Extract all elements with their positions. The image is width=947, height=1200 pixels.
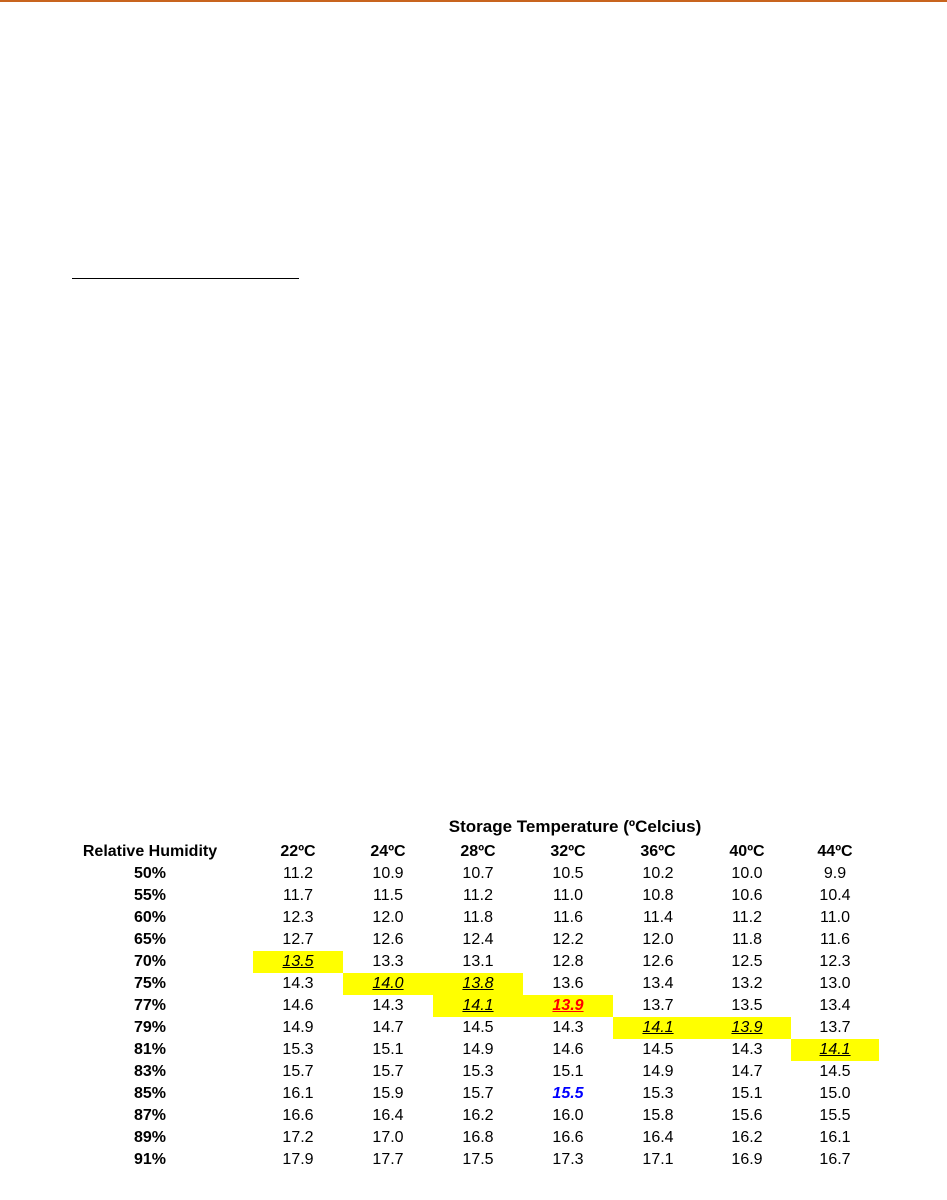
short-rule bbox=[72, 278, 299, 279]
table-cell: 14.9 bbox=[282, 1019, 314, 1036]
table-cell: 10.9 bbox=[372, 865, 404, 882]
table-cell: 14.9 bbox=[462, 1041, 494, 1058]
table-cell: 17.3 bbox=[552, 1151, 584, 1168]
table-cell: 16.1 bbox=[819, 1129, 851, 1146]
rh-label: 81% bbox=[133, 1041, 167, 1058]
rh-label: 77% bbox=[133, 997, 167, 1014]
table-cell: 16.0 bbox=[552, 1107, 584, 1124]
table-cell: 16.6 bbox=[552, 1129, 584, 1146]
highlighted-cell: 13.5 bbox=[253, 951, 343, 973]
table-cell: 14.5 bbox=[819, 1063, 851, 1080]
table-cell: 11.7 bbox=[283, 887, 313, 904]
table-caption: Storage Temperature (ºCelcius) bbox=[448, 817, 702, 836]
table-cell: 14.7 bbox=[372, 1019, 404, 1036]
table-row bbox=[0, 1039, 947, 1061]
rh-label: 55% bbox=[133, 887, 167, 904]
column-header: 40ºC bbox=[729, 843, 765, 860]
table-cell: 13.1 bbox=[462, 953, 494, 970]
table-cell: 14.5 bbox=[462, 1019, 494, 1036]
rh-label: 83% bbox=[133, 1063, 167, 1080]
table-row bbox=[0, 863, 947, 885]
table-cell: 14.3 bbox=[372, 997, 404, 1014]
table-cell: 15.1 bbox=[552, 1063, 584, 1080]
table-cell: 16.2 bbox=[731, 1129, 763, 1146]
table-cell: 10.4 bbox=[819, 887, 851, 904]
table-cell: 11.0 bbox=[820, 909, 850, 926]
table-row bbox=[0, 1105, 947, 1127]
table-row bbox=[0, 929, 947, 951]
table-cell: 17.5 bbox=[462, 1151, 494, 1168]
rh-label: 50% bbox=[133, 865, 167, 882]
highlighted-cell: 14.0 bbox=[343, 973, 433, 995]
table-cell: 12.5 bbox=[731, 953, 763, 970]
table-cell: 11.2 bbox=[463, 887, 493, 904]
table-cell: 11.2 bbox=[732, 909, 762, 926]
table-cell: 12.7 bbox=[282, 931, 314, 948]
column-header: 36ºC bbox=[640, 843, 676, 860]
table-cell: 17.0 bbox=[372, 1129, 404, 1146]
table-cell: 15.9 bbox=[372, 1085, 404, 1102]
table-row bbox=[0, 1083, 947, 1105]
table-cell: 12.0 bbox=[372, 909, 404, 926]
table-cell: 14.7 bbox=[731, 1063, 763, 1080]
table-cell: 12.6 bbox=[372, 931, 404, 948]
table-cell: 10.8 bbox=[642, 887, 674, 904]
table-cell: 12.6 bbox=[642, 953, 674, 970]
table-cell: 16.7 bbox=[819, 1151, 851, 1168]
table-cell: 13.5 bbox=[731, 997, 763, 1014]
column-header: 22ºC bbox=[280, 843, 316, 860]
table-cell: 10.2 bbox=[642, 865, 674, 882]
table-cell: 10.6 bbox=[731, 887, 763, 904]
column-header: 44ºC bbox=[817, 843, 853, 860]
highlighted-cell: 13.8 bbox=[433, 973, 523, 995]
table-row bbox=[0, 1149, 947, 1171]
table-cell: 10.5 bbox=[552, 865, 584, 882]
table-cell: 13.6 bbox=[552, 975, 584, 992]
table-cell: 17.1 bbox=[642, 1151, 674, 1168]
table-cell: 15.3 bbox=[642, 1085, 674, 1102]
table-cell: 14.3 bbox=[552, 1019, 584, 1036]
table-cell: 9.9 bbox=[823, 865, 847, 882]
table-row bbox=[0, 995, 947, 1017]
table-cell: 16.4 bbox=[372, 1107, 404, 1124]
rh-label: 60% bbox=[133, 909, 167, 926]
highlighted-cell: 14.1 bbox=[613, 1017, 703, 1039]
table-row bbox=[0, 907, 947, 929]
table-row bbox=[0, 1127, 947, 1149]
table-row bbox=[0, 1017, 947, 1039]
rh-label: 89% bbox=[133, 1129, 167, 1146]
table-cell: 15.7 bbox=[372, 1063, 404, 1080]
table-cell: 11.6 bbox=[820, 931, 850, 948]
rh-label: 75% bbox=[133, 975, 167, 992]
emphasized-blue-cell: 15.5 bbox=[552, 1085, 584, 1102]
table-cell: 14.9 bbox=[642, 1063, 674, 1080]
column-header: 24ºC bbox=[370, 843, 406, 860]
table-cell: 16.9 bbox=[731, 1151, 763, 1168]
table-cell: 16.1 bbox=[282, 1085, 314, 1102]
highlighted-cell: 14.1 bbox=[791, 1039, 879, 1061]
column-header: 32ºC bbox=[550, 843, 586, 860]
table-cell: 15.3 bbox=[462, 1063, 494, 1080]
table-cell: 16.8 bbox=[462, 1129, 494, 1146]
table-cell: 11.0 bbox=[553, 887, 583, 904]
table-cell: 11.2 bbox=[283, 865, 313, 882]
table-cell: 12.8 bbox=[552, 953, 584, 970]
table-cell: 13.7 bbox=[642, 997, 674, 1014]
table-cell: 13.0 bbox=[819, 975, 851, 992]
table-cell: 14.6 bbox=[552, 1041, 584, 1058]
table-cell: 15.1 bbox=[731, 1085, 763, 1102]
table-cell: 11.8 bbox=[463, 909, 493, 926]
table-cell: 16.2 bbox=[462, 1107, 494, 1124]
table-cell: 11.8 bbox=[732, 931, 762, 948]
table-cell: 15.0 bbox=[819, 1085, 851, 1102]
table-cell: 16.6 bbox=[282, 1107, 314, 1124]
table-cell: 15.5 bbox=[819, 1107, 851, 1124]
table-cell: 12.2 bbox=[552, 931, 584, 948]
table-cell: 13.2 bbox=[731, 975, 763, 992]
table-cell: 14.6 bbox=[282, 997, 314, 1014]
table-cell: 15.1 bbox=[372, 1041, 404, 1058]
table-cell: 15.8 bbox=[642, 1107, 674, 1124]
table-cell: 15.7 bbox=[462, 1085, 494, 1102]
table-cell: 14.3 bbox=[731, 1041, 763, 1058]
rh-label: 91% bbox=[133, 1151, 167, 1168]
table-cell: 11.4 bbox=[643, 909, 673, 926]
rh-label: 79% bbox=[133, 1019, 167, 1036]
table-cell: 12.0 bbox=[642, 931, 674, 948]
table-cell: 13.4 bbox=[819, 997, 851, 1014]
table-cell: 10.0 bbox=[731, 865, 763, 882]
row-header-label: Relative Humidity bbox=[82, 843, 218, 860]
top-rule bbox=[0, 0, 947, 2]
table-row bbox=[0, 951, 947, 973]
table-cell: 15.6 bbox=[731, 1107, 763, 1124]
rh-label: 65% bbox=[133, 931, 167, 948]
table-cell: 15.3 bbox=[282, 1041, 314, 1058]
table-row bbox=[0, 1061, 947, 1083]
rh-label: 87% bbox=[133, 1107, 167, 1124]
table-cell: 14.5 bbox=[642, 1041, 674, 1058]
table-cell: 17.7 bbox=[372, 1151, 404, 1168]
column-header: 28ºC bbox=[460, 843, 496, 860]
table-header-row bbox=[0, 841, 947, 863]
table-cell: 15.7 bbox=[282, 1063, 314, 1080]
table-cell: 17.2 bbox=[282, 1129, 314, 1146]
table-cell: 11.6 bbox=[553, 909, 583, 926]
table-cell: 12.4 bbox=[462, 931, 494, 948]
table-cell: 14.3 bbox=[282, 975, 314, 992]
table-cell: 13.3 bbox=[372, 953, 404, 970]
table-cell: 12.3 bbox=[819, 953, 851, 970]
table-cell: 13.7 bbox=[819, 1019, 851, 1036]
table-cell: 16.4 bbox=[642, 1129, 674, 1146]
table-cell: 13.4 bbox=[642, 975, 674, 992]
rh-label: 70% bbox=[133, 953, 167, 970]
table-cell: 11.5 bbox=[373, 887, 403, 904]
table-cell: 17.9 bbox=[282, 1151, 314, 1168]
table-cell: 12.3 bbox=[282, 909, 314, 926]
table-row bbox=[0, 885, 947, 907]
highlighted-red-cell: 13.9 bbox=[523, 995, 613, 1017]
highlighted-cell: 13.9 bbox=[703, 1017, 791, 1039]
highlighted-cell: 14.1 bbox=[433, 995, 523, 1017]
table-cell: 10.7 bbox=[462, 865, 494, 882]
table-row bbox=[0, 973, 947, 995]
rh-label: 85% bbox=[133, 1085, 167, 1102]
